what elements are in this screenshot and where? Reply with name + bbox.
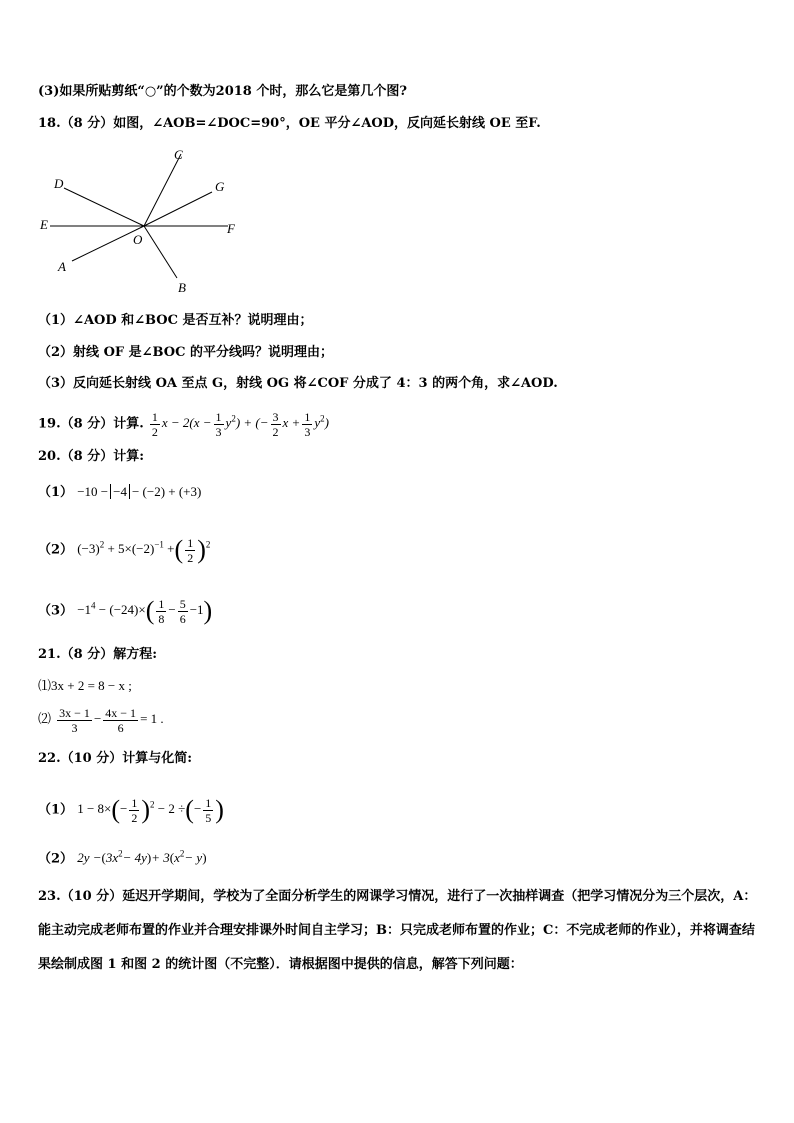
- q19: 19.（8 分）计算. $\frac{1}{2}$ x − 2(x − $\frac{1}{3}$ $y^2$) + (− $\frac{3}{2}$ x + $\frac{1}{3}$ $y^2$): [38, 409, 329, 439]
- q22-sub1: （1） 1 − 8×(− $\frac{1}{2}$ )$^2$ − 2 ÷(− $\frac{1}{5}$ ): [38, 795, 224, 825]
- q22-sub2: （2） $2y -(3x^2- 4y)+ 3(x^2- y)$: [38, 849, 207, 867]
- q21-sub1: ⑴3x + 2 = 8 − x ;: [38, 678, 132, 693]
- ray-OC: [144, 154, 181, 226]
- q18-sub3: （3）反向延长射线 OA 至点 G，射线 OG 将∠COF 分成了 4：3 的两个角，求∠AOD.: [38, 376, 558, 391]
- q19-prefix: 19.（8 分）计算.: [38, 416, 144, 432]
- q20-sub3: $(3) -1^4 - (-24)\times$( $\frac{1}{8}$ − $\frac{5}{6}$ −1): [38, 596, 213, 626]
- q21-prefix: 21.（8 分）解方程:: [38, 647, 157, 662]
- q18-stem: 18.（8 分）如图，∠AOB=∠DOC=90°，OE 平分∠AOD，反向延长射线 OE 至F.: [38, 116, 541, 131]
- q22-prefix: 22.（10 分）计算与化简:: [38, 751, 193, 766]
- ray-OB: [144, 226, 177, 278]
- label-D: D: [54, 176, 64, 191]
- label-E: E: [40, 217, 48, 232]
- q23-paragraph: 23.（10 分）延迟开学期间，学校为了全面分析学生的网课学习情况，进行了一次抽样调查（把学习情况分为三个层次，A：能主动完成老师布置的作业并合理安排课外时间自主学习；B：只完成老师布置的作业；C：不完成老师的作业），并将调查结果绘制成图 1 和图 2 的统计图（不完整）．请根据图中提供的信息，解答下列问题：: [38, 889, 757, 972]
- q18-sub1: （1）∠AOD 和∠BOC 是否互补？说明理由；: [38, 313, 313, 328]
- q17-part3: (3)如果所贴剪纸“○”的个数为2018 个时，那么它是第几个图?: [38, 84, 407, 99]
- ray-OG: [144, 192, 212, 226]
- angle-diagram: [36, 142, 256, 302]
- q21-sub2: ⑵ $\frac{3x - 1}{3}$ − $\frac{4x - 1}{6}$ = 1 .: [38, 705, 164, 735]
- label-O: O: [133, 232, 143, 247]
- ray-OD: [64, 188, 144, 226]
- q20-sub2: （2） $(-3)^2 + 5\times(-2)^{-1}$ +( $\frac{1}{2}$ )$^2$: [38, 535, 211, 565]
- label-B: B: [178, 280, 186, 295]
- label-C: C: [174, 147, 183, 162]
- q20-sub1: （1） −10 − −4 − (−2) + (+3): [38, 484, 202, 500]
- label-G: G: [215, 179, 225, 194]
- label-A: A: [58, 259, 66, 274]
- label-F: F: [227, 221, 235, 236]
- q20-prefix: 20.（8 分）计算:: [38, 449, 144, 464]
- q18-sub2: （2）射线 OF 是∠BOC 的平分线吗？说明理由；: [38, 345, 333, 360]
